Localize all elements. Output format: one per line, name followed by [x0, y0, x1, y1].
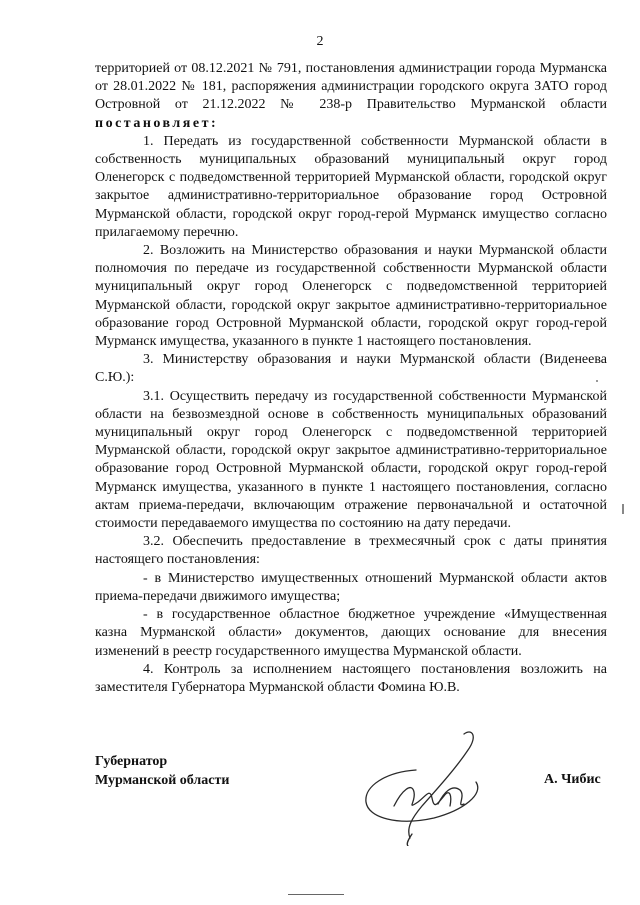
scan-artifact [596, 380, 598, 382]
paragraph-3-2: 3.2. Обеспечить предоставление в трехмесячный срок с даты принятия настоящего постановления: [95, 534, 607, 568]
handwritten-signature [352, 726, 502, 846]
signatory-title-line1: Губернатор [95, 754, 168, 769]
resolves-word: постановляет: [95, 115, 219, 131]
paragraph-3-2-b: - в государственное областное бюджетное учреждение «Имущественная казна Мурманской области» документов, дающих основание для внесения изменений в реестр государственного имущества Мурманской области. [95, 607, 607, 659]
paragraph-4: 4. Контроль за исполнением настоящего постановления возложить на заместителя Губернатора Мурманской области Фомина Ю.В. [95, 661, 607, 695]
paragraph-3-1: 3.1. Осуществить передачу из государственной собственности Мурманской области на безвозмездной основе в собственность муниципальных образований муниципальный округ город Оленегорск с подведомственной территорией Мурманской области, городской округ закрытое административно-территориальное образование город Островной Мурманской области, городской округ город-герой Мурманск имущества, указанного в пункте 1 настоящего постановления, согласно актам приема-передачи, включающим отражение первоначальной и остаточной стоимости передаваемого имущества по состоянию на дату передачи. [95, 388, 607, 532]
page-number: 2 [316, 34, 324, 49]
scan-artifact-2 [622, 504, 624, 514]
signatory-name: А. Чибис [544, 772, 601, 787]
paragraph-3-2-a: - в Министерство имущественных отношений Мурманской области актов приема-передачи движимого имущества; [95, 570, 607, 604]
document-body [95, 60, 607, 697]
signatory-title [95, 752, 229, 790]
intro-paragraph [95, 60, 607, 133]
signatory-title-line2: Мурманской области [95, 773, 230, 788]
intro-text: территорией от 08.12.2021 № 791, постановления администрации города Мурманска от 28.01.2022 № 181, распоряжения администрации городского округа ЗАТО город Островной от 21.12.2022 № 238-р Правительство Мурманской области [95, 61, 607, 113]
paragraph-3: 3. Министерству образования и науки Мурманской области (Виденеева С.Ю.): [95, 352, 607, 386]
footer-divider [288, 894, 344, 895]
paragraph-1: 1. Передать из государственной собственности Мурманской области в собственность муниципальных образований муниципальный округ город Оленегорск с подведомственной территорией Мурманской области, городской округ закрытое административно-территориальное образование город Островной Мурманской области, городской округ город-герой Мурманск имущество согласно прилагаемому перечню. [95, 133, 607, 240]
paragraph-2: 2. Возложить на Министерство образования и науки Мурманской области полномочия по передаче из государственной собственности Мурманской области муниципальный округ город Оленегорск с подведомственной территорией Мурманской области, городской округ закрытое административно-территориальное образование город Островной Мурманской области, городской округ город-герой Мурманск имущества, указанного в пункте 1 настоящего постановления. [95, 243, 607, 350]
